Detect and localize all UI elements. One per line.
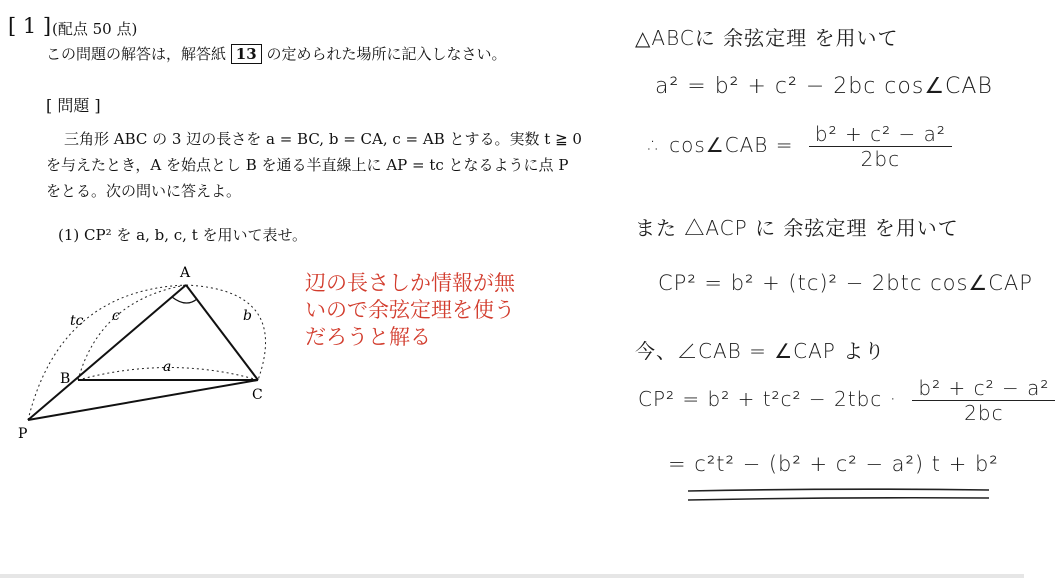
instruction-pre: この問題の解答は，解答紙 [46,45,227,63]
label-A: A [180,265,191,281]
problem-body-line-3: をとる。次の問いに答えよ。 [46,182,242,200]
label-tc: tc [70,313,84,329]
annotation-line-2: いので余弦定理を使う [305,298,515,322]
label-b: b [243,308,252,324]
fraction-denominator: 2bc [964,401,1004,425]
label-P: P [18,426,28,442]
fraction-cos-cab [809,122,952,171]
problem-body-line-2: を与えたとき，A を始点とし B を通る半直線上に AP = tc となるように点 P [46,156,569,174]
note-line-6: 今、∠CAB = ∠CAP より [635,339,886,363]
note-line-4: また △ACP に 余弦定理 を用いて [635,216,959,240]
note-line-3 [648,122,952,171]
label-c: c [112,308,120,324]
double-underline [686,486,996,506]
instruction-line [46,43,506,64]
annotation-line-3: だろうと解る [305,325,431,349]
points-label: (配点 50 点) [52,20,138,38]
segment-AP [28,285,186,420]
note-line-5: CP² = b² + (tc)² − 2btc cos∠CAP [658,271,1033,295]
angle-mark-A [172,297,197,303]
triangle-diagram [0,255,300,450]
problem-heading: [ 問題 ] [46,96,101,115]
note-3-prefix: ∴ cos∠CAB = [648,133,794,157]
answer-sheet-number: 13 [231,44,262,64]
note-line-1: △ABCに 余弦定理 を用いて [635,26,899,50]
note-line-2: a² = b² + c² − 2bc cos∠CAB [655,74,993,99]
label-a: a [163,359,172,375]
bottom-divider [0,574,1024,578]
fraction-denominator: 2bc [860,147,901,171]
fraction-numerator: b² + c² − a² [912,376,1055,401]
fraction-numerator: b² + c² − a² [809,122,952,147]
question-1: (1) CP² を a, b, c, t を用いて表せ。 [58,226,308,244]
label-B: B [60,371,71,387]
fraction-substitution [912,376,1055,425]
label-C: C [252,387,263,403]
instruction-post: の定められた場所に記入しなさい。 [266,45,507,63]
note-7-prefix: CP² = b² + t²c² − 2tbc · [638,387,898,411]
problem-body-line-1: 三角形 ABC の 3 辺の長さを a = BC, b = CA, c = AB とする。実数 t ≧ 0 [64,130,582,148]
note-line-8: = c²t² − (b² + c² − a²) t + b² [668,452,999,476]
note-line-7 [638,376,1055,425]
problem-number: [ 1 ] [8,14,52,38]
annotation-line-1: 辺の長さしか情報が無 [305,271,515,295]
